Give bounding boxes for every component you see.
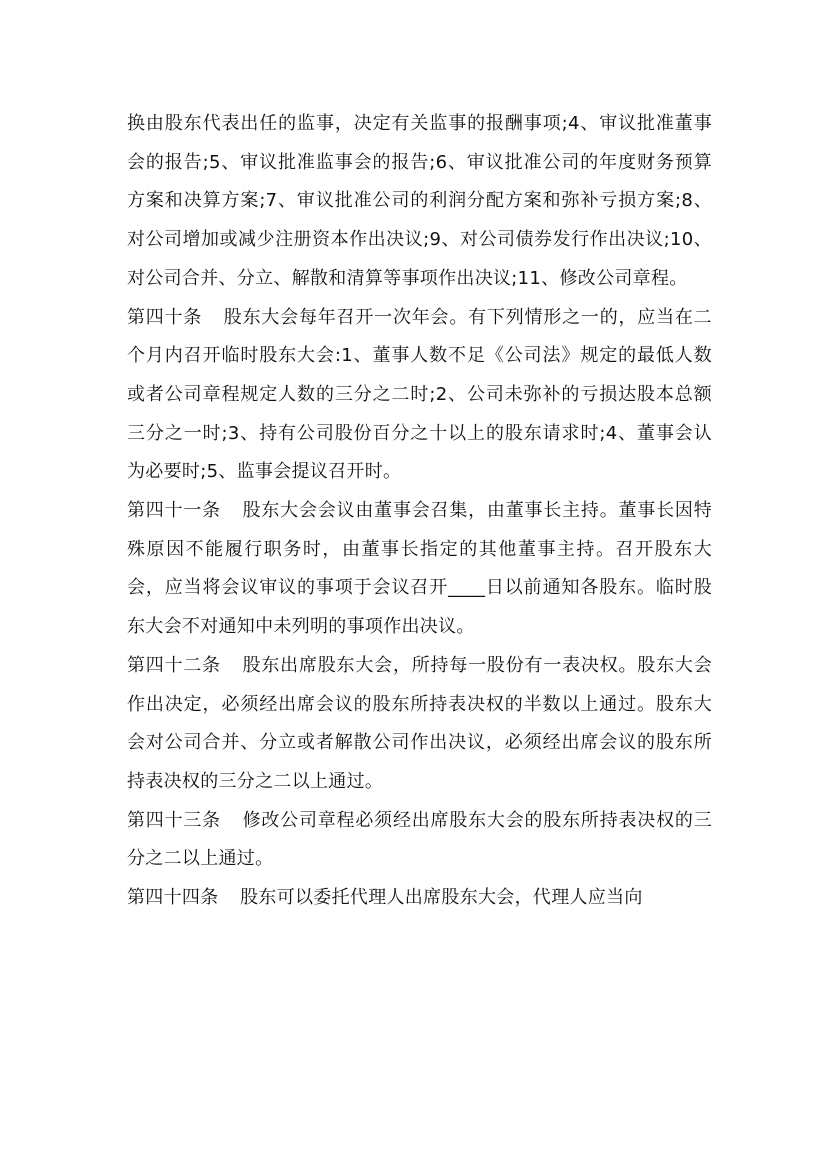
paragraph [127,299,712,493]
paragraph-text: 股东可以委托代理人出席股东大会，代理人应当向 [240,887,643,909]
article-number: 第四十二条 [127,654,221,676]
document-body [127,105,712,918]
paragraph [127,492,712,647]
article-number: 第四十条 [127,306,203,328]
paragraph-text: 修改公司章程必须经出席股东大会的股东所持表决权的三分之二以上通过。 [127,809,712,870]
article-number: 第四十四条 [127,887,219,909]
article-number: 第四十三条 [127,809,221,831]
paragraph [127,647,712,802]
paragraph-text: 股东大会每年召开一次年会。有下列情形之一的，应当在二个月内召开临时股东大会:1、董事人数不足《公司法》规定的最低人数或者公司章程规定人数的三分之二时;2、公司未弥补的亏损达股本总额三分之一时;3、持有公司股份百分之十以上的股东请求时;4、董事会认为必要时;5、监事会提议召开时。 [127,306,712,483]
paragraph [127,105,712,299]
paragraph-text: 股东大会会议由董事会召集，由董事长主持。董事长因特殊原因不能履行职务时，由董事长指定的其他董事主持。召开股东大会，应当将会议审议的事项于会议召开____日以前通知各股东。临时股东大会不对通知中未列明的事项作出决议。 [127,500,712,638]
paragraph [127,802,712,879]
paragraph-text: 股东出席股东大会，所持每一股份有一表决权。股东大会作出决定，必须经出席会议的股东所持表决权的半数以上通过。股东大会对公司合并、分立或者解散公司作出决议，必须经出席会议的股东所持表决权的三分之二以上通过。 [127,654,712,792]
paragraph-text: 换由股东代表出任的监事，决定有关监事的报酬事项;4、审议批准董事会的报告;5、审议批准监事会的报告;6、审议批准公司的年度财务预算方案和决算方案;7、审议批准公司的利润分配方案和弥补亏损方案;8、对公司增加或减少注册资本作出决议;9、对公司债券发行作出决议;10、对公司合并、分立、解散和清算等事项作出决议;11、修改公司章程。 [127,113,712,289]
article-number: 第四十一条 [127,500,221,522]
paragraph [127,879,712,918]
